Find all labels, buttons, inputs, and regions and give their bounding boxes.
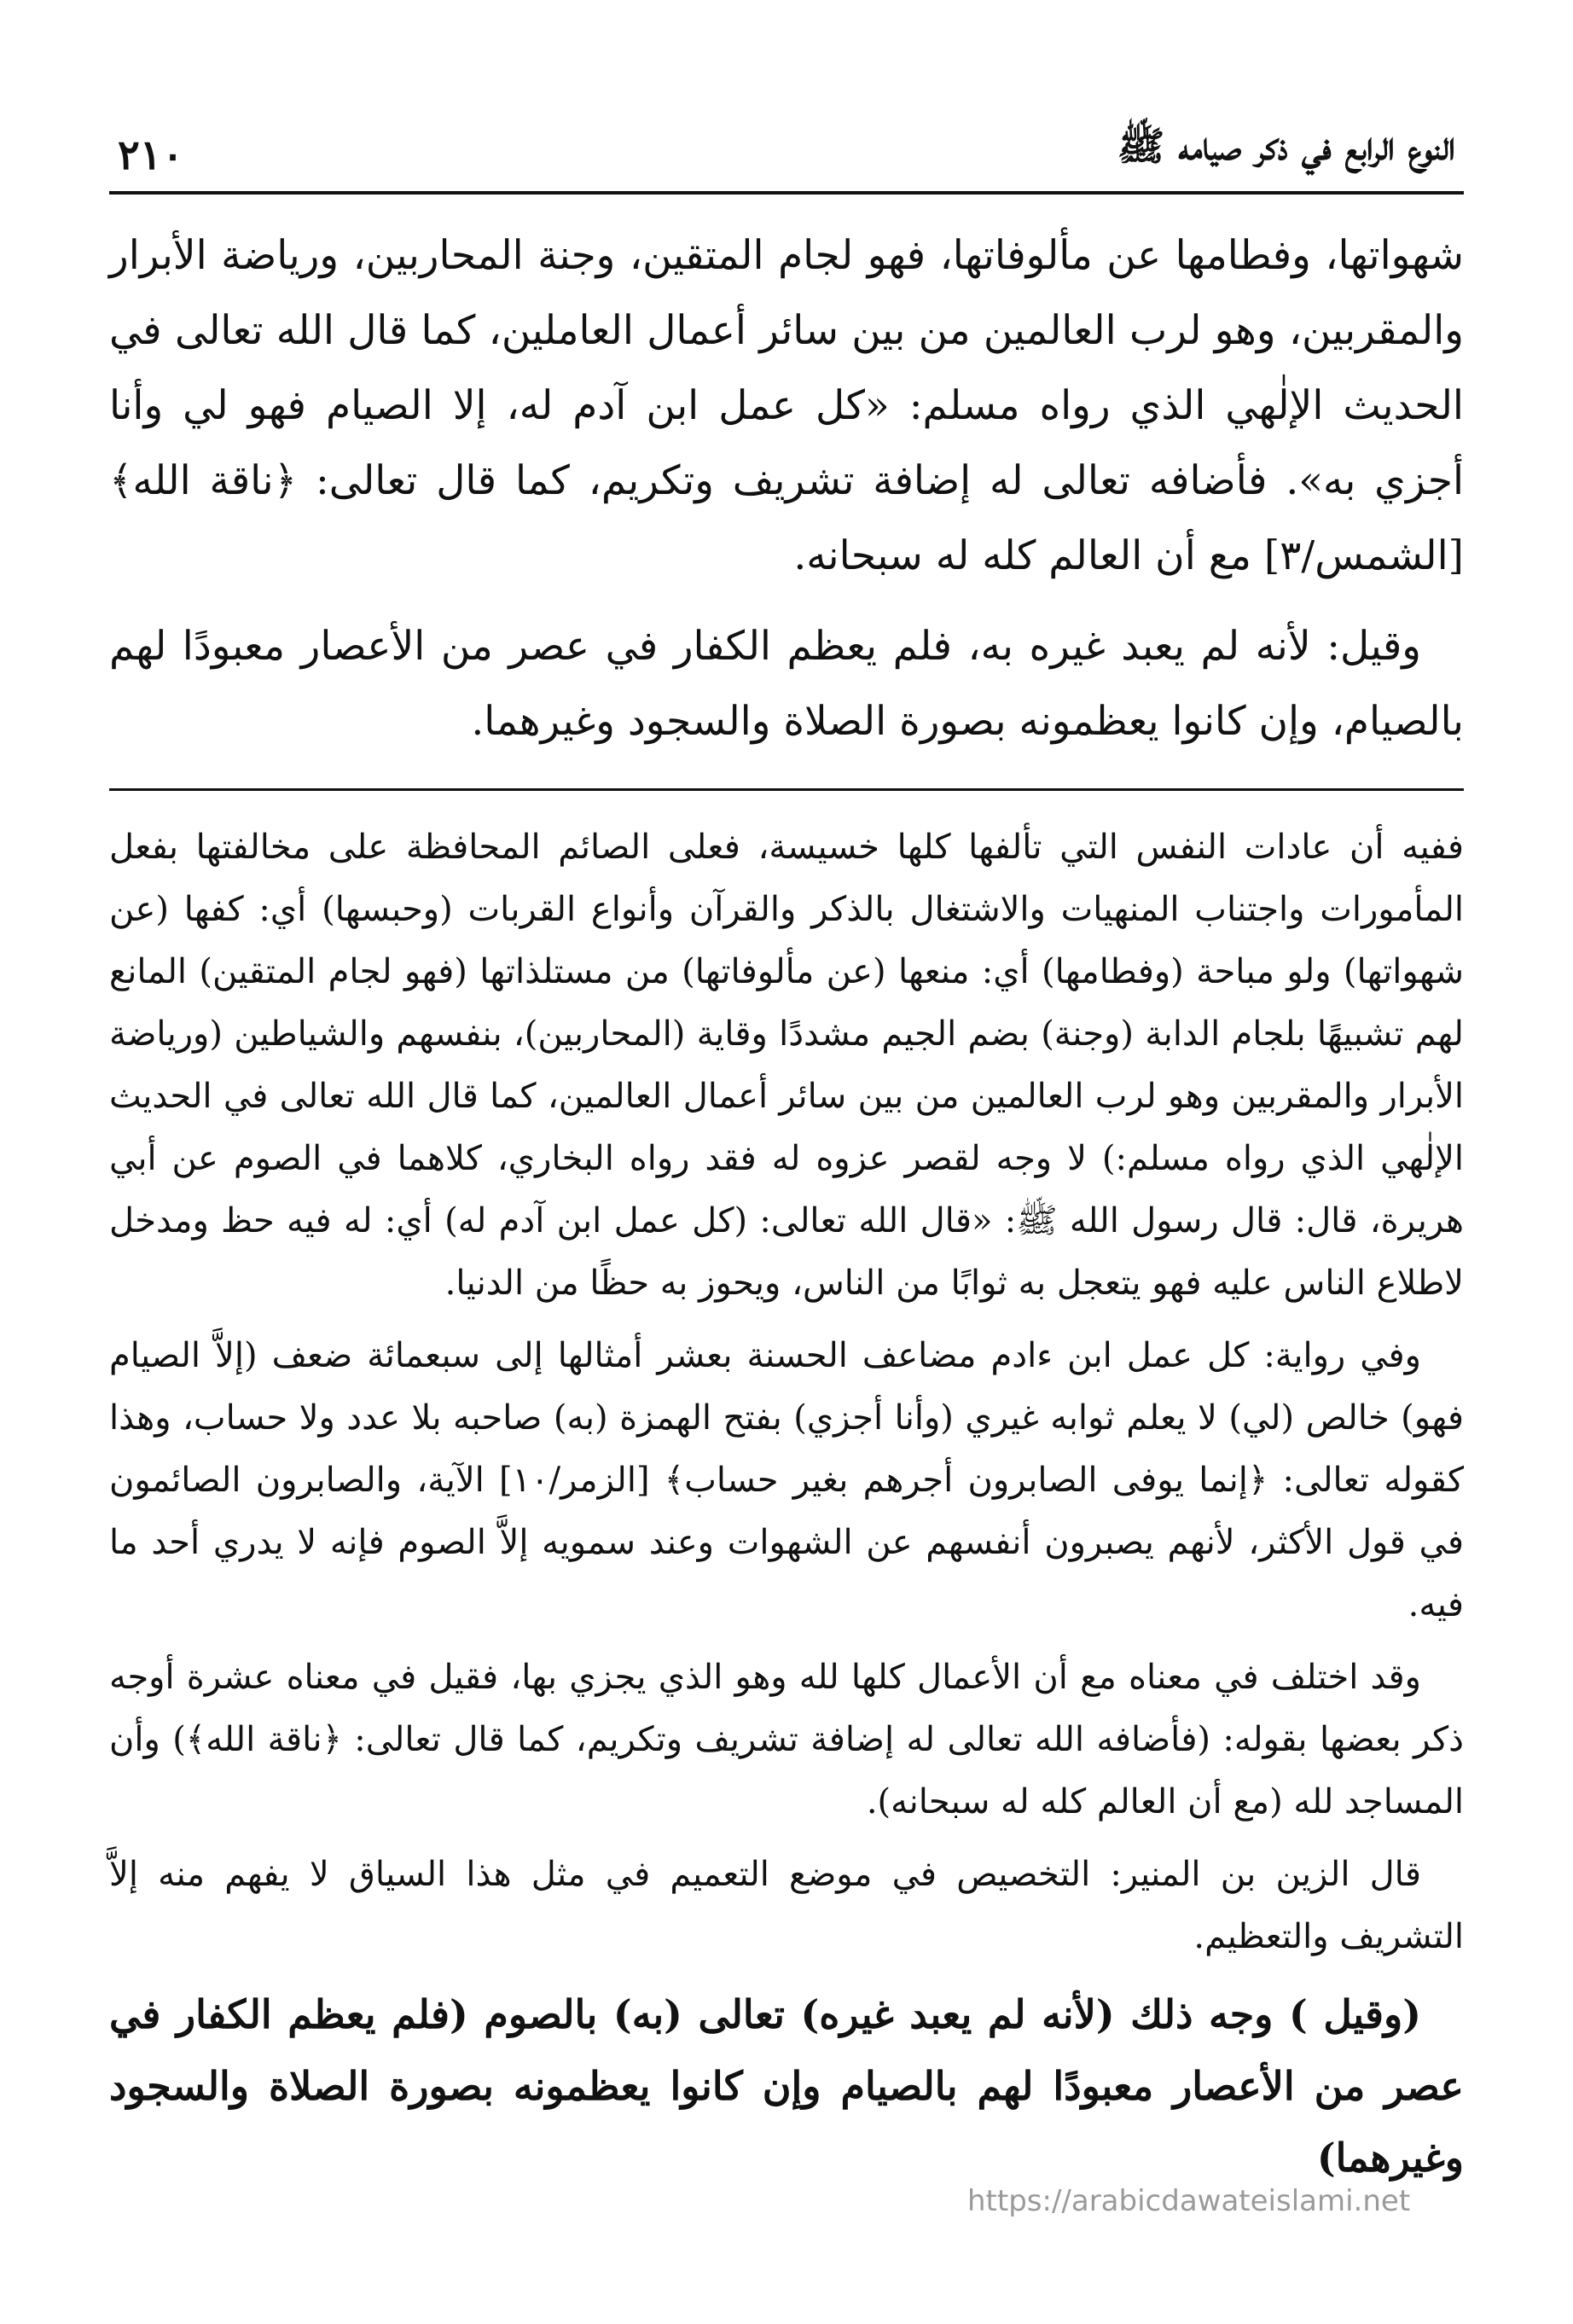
chapter-title: النوع الرابع في ذكر صيامه ﷺ [1117, 123, 1455, 169]
commentary-paragraph: (وقيل ) وجه ذلك (لأنه لم يعبد غيره) تعالى (به) بالصوم (فلم يعظم الكفار في عصر من الأعصار معبودًا لهم بالصيام وإن كانوا يعظمونه بصورة الصلاة والسجود وغيرهما) [109, 1991, 1464, 2181]
watermark-url: https://arabicdawateislami.net [967, 2184, 1411, 2218]
main-paragraph: شهواتها، وفطامها عن مألوفاتها، فهو لجام المتقين، وجنة المحاربين، ورياضة الأبرار والمقربين، وهو لرب العالمين من بين سائر أعمال العاملين، كما قال الله تعالى في الحديث الإلٰهي الذي رواه مسلم: «كل عمل ابن آدم له، إلا الصيام فهو لي وأنا أجزي به». فأضافه تعالى له إضافة تشريف وتكريم، كما قال تعالى: ﴿ناقة الله﴾ [الشمس/٣] مع أن العالم كله له سبحانه. [109, 232, 1465, 579]
page-number: ٢١٠ [118, 131, 184, 179]
main-text [109, 218, 1464, 759]
commentary-paragraph: ففيه أن عادات النفس التي تألفها كلها خسيسة، فعلى الصائم المحافظة على مخالفتها بفعل المأمورات واجتناب المنهيات والاشتغال بالذكر والقرآن وأنواع القربات (وحبسها) أي: كفها (عن شهواتها) ولو مباحة (وفطامها) أي: منعها (عن مألوفاتها) من مستلذاتها (فهو لجام المتقين) المانع لهم تشبيهًا بلجام الدابة (وجنة) بضم الجيم مشددًا وقاية (المحاربين)، بنفسهم والشياطين (ورياضة الأبرار والمقربين وهو لرب العالمين من بين سائر أعمال العالمين، كما قال الله تعالى في الحديث الإلٰهي الذي رواه مسلم:) لا وجه لقصر عزوه له فقد رواه البخاري، كلاهما في الصوم عن أبي هريرة، قال: قال رسول الله ﷺ: «قال الله تعالى: (كل عمل ابن آدم له) أي: له فيه حظ ومدخل لاطلاع الناس عليه فهو يتعجل به ثوابًا من الناس، ويحوز به حظًا من الدنيا. [109, 828, 1464, 1303]
main-paragraph: وقيل: لأنه لم يعبد غيره به، فلم يعظم الكفار في عصر من الأعصار معبودًا لهم بالصيام، وإن كانوا يعظمونه بصورة الصلاة والسجود وغيرهما. [109, 623, 1464, 745]
commentary [109, 816, 1464, 2193]
commentary-paragraph: وفي رواية: كل عمل ابن ءادم مضاعف الحسنة بعشر أمثالها إلى سبعمائة ضعف (إلاَّ الصيام فهو) خالص (لي) لا يعلم ثوابه غيري (وأنا أجزي) بفتح الهمزة (به) صاحبه بلا عدد ولا حساب، وهذا كقوله تعالى: ﴿إنما يوفى الصابرون أجرهم بغير حساب﴾ [الزمر/١٠] الآية، والصابرون الصائمون في قول الأكثر، لأنهم يصبرون أنفسهم عن الشهوات وعند سمويه إلاَّ الصوم فإنه لا يدري أحد ما فيه. [109, 1336, 1464, 1624]
commentary-paragraph: قال الزين بن المنير: التخصيص في موضع التعميم في مثل هذا السياق لا يفهم منه إلاَّ التشريف والتعظيم. [109, 1855, 1464, 1956]
page-header [109, 102, 1464, 195]
footnote-separator [109, 788, 1464, 791]
commentary-paragraph: وقد اختلف في معناه مع أن الأعمال كلها لله وهو الذي يجزي بها، فقيل في معناه عشرة أوجه ذكر بعضها بقوله: (فأضافه الله تعالى له إضافة تشريف وتكريم، كما قال تعالى: ﴿ناقة الله﴾) وأن المساجد لله (مع أن العالم كله له سبحانه). [109, 1658, 1464, 1821]
